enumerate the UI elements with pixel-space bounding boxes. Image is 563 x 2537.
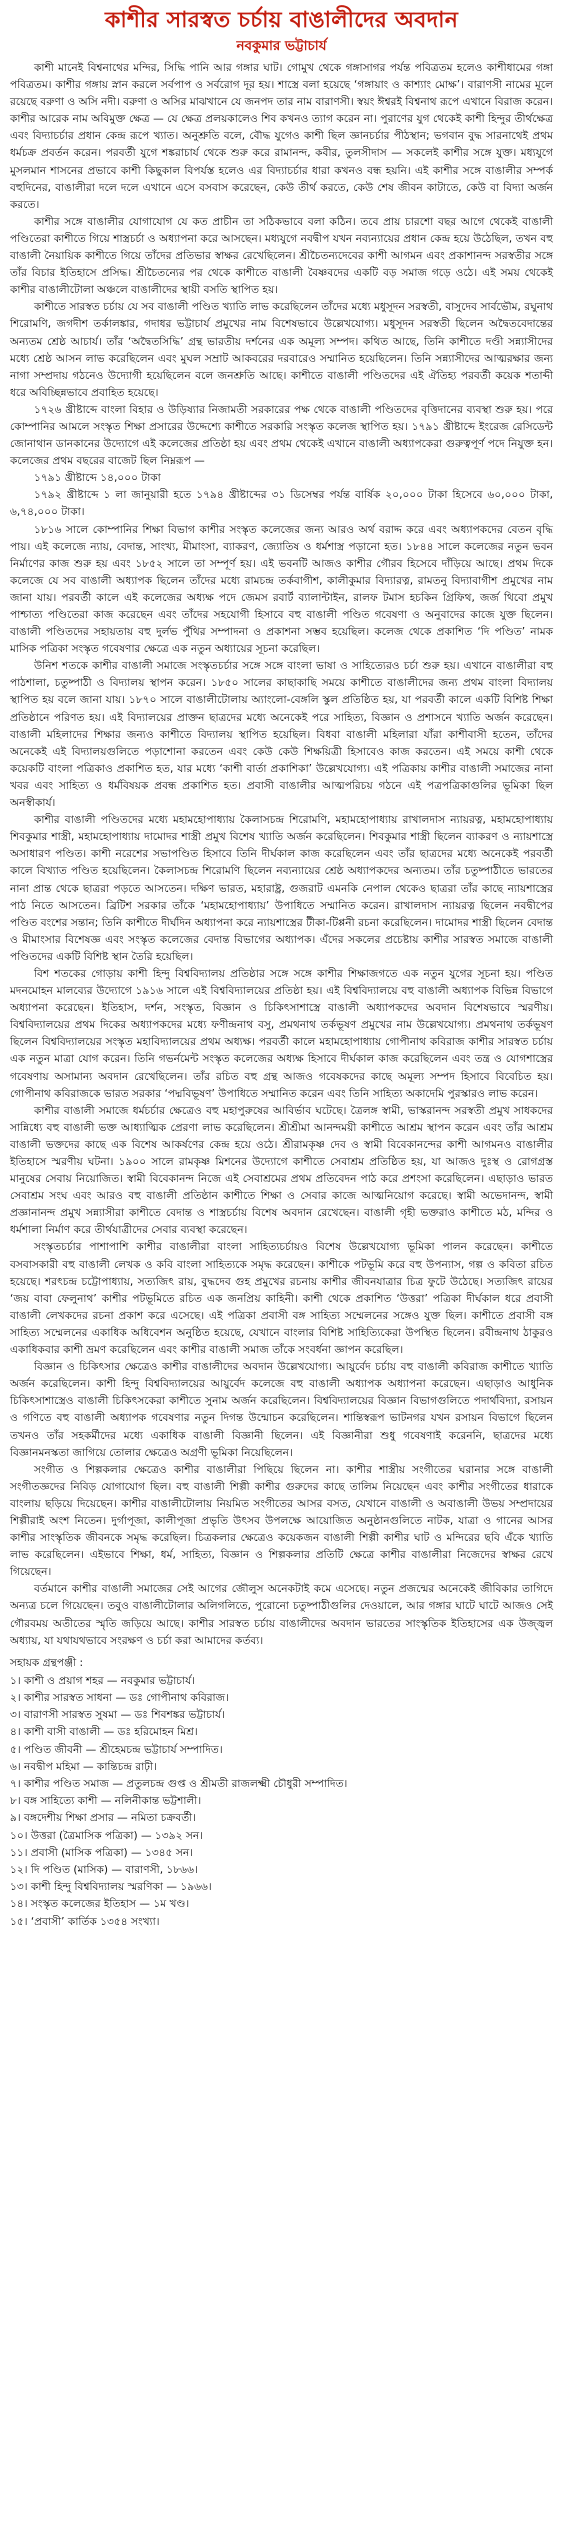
body-paragraph: বিশ শতকের গোড়ায় কাশী হিন্দু বিশ্ববিদ্যালয় প্রতিষ্ঠার সঙ্গে সঙ্গে কাশীর শিক্ষাজগতে এক নতুন যুগের সূচনা হয়। পণ্ডিত মদনমোহন মালব্যের উদ্যোগে ১৯১৬ সালে এই বিশ্ববিদ্যালয়ের প্রতিষ্ঠা হয়। এই বিশ্ববিদ্যালয়ে বহু বাঙালী অধ্যাপক বিভিন্ন বিভাগে অধ্যাপনা করেছেন। ইতিহাস, দর্শন, সংস্কৃত, বিজ্ঞান ও চিকিৎসাশাস্ত্রে বাঙালী অধ্যাপকদের অবদান বিশেষভাবে স্মরণীয়। বিশ্ববিদ্যালয়ের প্রথম দিকের অধ্যাপকদের মধ্যে ফণীন্দ্রনাথ বসু, প্রমথনাথ তর্কভূষণ প্রমুখের নাম উল্লেখযোগ্য। প্রমথনাথ তর্কভূষণ ছিলেন বিশ্ববিদ্যালয়ের সংস্কৃত মহাবিদ্যালয়ের প্রথম অধ্যক্ষ। পরবর্তী কালে মহামহোপাধ্যায় গোপীনাথ কবিরাজ কাশীর সারস্বত চর্চায় এক নতুন মাত্রা যোগ করেন। তিনি গভর্নমেন্ট সংস্কৃত কলেজের অধ্যক্ষ হিসাবে দীর্ঘকাল কাজ করেছিলেন এবং তন্ত্র ও যোগশাস্ত্রের গবেষণায় অসামান্য অবদান রেখেছিলেন। তাঁর রচিত বহু গ্রন্থ আজও গবেষকদের কাছে অমূল্য সম্পদ হিসাবে বিবেচিত হয়। গোপীনাথ কবিরাজকে ভারত সরকার ‘পদ্মবিভূষণ’ উপাধিতে সম্মানিত করেন এবং তিনি সাহিত্য অকাদেমি পুরস্কারও লাভ করেন। [10,967,553,1100]
reference-item: ৯। বঙ্গদেশীয় শিক্ষা প্রসার — নমিতা চক্রবর্তী। [10,1812,196,1825]
article-body [10,60,553,1650]
body-paragraph: কাশীর বাঙালী সমাজে ধর্মচর্চার ক্ষেত্রেও বহু মহাপুরুষের আবির্ভাব ঘটেছে। ত্রৈলঙ্গ স্বামী, ভাস্করানন্দ সরস্বতী প্রমুখ সাধকদের সান্নিধ্যে বহু বাঙালী ভক্ত আধ্যাত্মিক প্রেরণা লাভ করেছিলেন। শ্রীশ্রীমা আনন্দময়ী কাশীতে আশ্রম স্থাপন করেন এবং তাঁর আশ্রম বাঙালী ভক্তদের কাছে এক বিশেষ আকর্ষণের কেন্দ্র হয়ে ওঠে। শ্রীরামকৃষ্ণ দেব ও স্বামী বিবেকানন্দের কাশী আগমনও বাঙালীর ইতিহাসে স্মরণীয় ঘটনা। ১৯০০ সালে রামকৃষ্ণ মিশনের উদ্যোগে কাশীতে সেবাশ্রম প্রতিষ্ঠিত হয়, যা আজও দুঃস্থ ও রোগগ্রস্ত মানুষের সেবায় নিয়োজিত। স্বামী বিবেকানন্দ নিজে এই সেবাশ্রমের প্রথম প্রতিবেদন পাঠ করে প্রশংসা করেছিলেন। এছাড়াও ভারত সেবাশ্রম সংঘ এবং আরও বহু বাঙালী প্রতিষ্ঠান কাশীতে শিক্ষা ও সেবার কাজে আত্মনিয়োগ করেছে। স্বামী অভেদানন্দ, স্বামী প্রজ্ঞানানন্দ প্রমুখ সন্ন্যাসীরা কাশীতে বেদান্ত ও শাস্ত্রচর্চায় বিশেষ অবদান রেখেছেন। বাঙালী গৃহী ভক্তরাও কাশীতে মঠ, মন্দির ও ধর্মশালা নির্মাণ করে তীর্থযাত্রীদের সেবার ব্যবস্থা করেছেন। [10,1104,553,1237]
reference-item: ১৩। কাশী হিন্দু বিশ্ববিদ্যালয় স্মরণিকা — ১৯৬৬। [10,1881,212,1894]
references-list [10,1673,553,1931]
article-title: কাশীর সারস্বত চর্চায় বাঙালীদের অবদান [104,8,459,33]
reference-item: ২। কাশীর সারস্বত সাধনা — ডঃ গোপীনাথ কবিরাজ। [10,1691,229,1704]
reference-item: ৫। পণ্ডিত জীবনী — শ্রীহেমচন্দ্র ভট্টাচার্য সম্পাদিত। [10,1743,223,1756]
body-paragraph: কাশীতে সারস্বত চর্চায় যে সব বাঙালী পণ্ডিত খ্যাতি লাভ করেছিলেন তাঁদের মধ্যে মধুসূদন সরস্বতী, বাসুদেব সার্বভৌম, রঘুনাথ শিরোমণি, জগদীশ তর্কালঙ্কার, গদাধর ভট্টাচার্য প্রমুখের নাম বিশেষভাবে উল্লেখযোগ্য। মধুসূদন সরস্বতী ছিলেন অদ্বৈতবেদান্তের অন্যতম শ্রেষ্ঠ আচার্য। তাঁর ‘অদ্বৈতসিদ্ধি’ গ্রন্থ ভারতীয় দর্শনের এক অমূল্য সম্পদ। কথিত আছে, তিনি কাশীতে দণ্ডী সন্ন্যাসীদের মধ্যে শ্রেষ্ঠ আসন লাভ করেছিলেন এবং মুঘল সম্রাট আকবরের দরবারেও সম্মানিত হয়েছিলেন। তিনি সন্ন্যাসীদের আত্মরক্ষার জন্য নাগা সম্প্রদায় গঠনেও উদ্যোগী হয়েছিলেন বলে জনশ্রুতি আছে। কাশীতে বাঙালী পণ্ডিতদের এই ঐতিহ্য পরবর্তী কয়েক শতাব্দী ধরে অবিচ্ছিন্নভাবে প্রবাহিত হয়েছে। [10,301,553,399]
reference-item: ১১। প্রবাসী (মাসিক পত্রিকা) — ১৩৪৫ সন। [10,1846,194,1859]
reference-item: ৮। বঙ্গ সাহিত্যে কাশী — নলিনীকান্ত ভট্টশালী। [10,1795,202,1808]
reference-item: ৩। বারাণসী সারস্বত সুষমা — ডঃ শিবশঙ্কর ভট্টাচার্য। [10,1709,225,1722]
reference-item: ৪। কাশী বাসী বাঙালী — ডঃ হরিমোহন মিশ্র। [10,1726,198,1739]
body-paragraph: বিজ্ঞান ও চিকিৎসার ক্ষেত্রেও কাশীর বাঙালীদের অবদান উল্লেখযোগ্য। আয়ুর্বেদ চর্চায় বহু বাঙালী কবিরাজ কাশীতে খ্যাতি অর্জন করেছিলেন। কাশী হিন্দু বিশ্ববিদ্যালয়ের আয়ুর্বেদ কলেজে বহু বাঙালী অধ্যাপক অধ্যাপনা করেছেন। এছাড়াও আধুনিক চিকিৎসাশাস্ত্রেও বাঙালী চিকিৎসকেরা কাশীতে সুনাম অর্জন করেছিলেন। বিশ্ববিদ্যালয়ের বিজ্ঞান বিভাগগুলিতে পদার্থবিদ্যা, রসায়ন ও গণিতে বহু বাঙালী অধ্যাপক গবেষণার নতুন দিগন্ত উন্মোচন করেছিলেন। শান্তিস্বরূপ ভাটনগর যখন রসায়ন বিভাগে ছিলেন তখনও তাঁর সহকর্মীদের মধ্যে একাধিক বাঙালী বিজ্ঞানী ছিলেন। এই বিজ্ঞানীরা শুধু গবেষণাই করেননি, ছাত্রদের মধ্যে বিজ্ঞানমনস্কতা জাগিয়ে তোলার ক্ষেত্রেও অগ্রণী ভূমিকা নিয়েছিলেন। [10,1361,554,1459]
body-paragraph: ১৮১৬ সালে কোম্পানির শিক্ষা বিভাগ কাশীর সংস্কৃত কলেজের জন্য আরও অর্থ বরাদ্দ করে এবং অধ্যাপকদের বেতন বৃদ্ধি পায়। এই কলেজে ন্যায়, বেদান্ত, সাংখ্য, মীমাংসা, ব্যাকরণ, জ্যোতিষ ও ধর্মশাস্ত্র পড়ানো হত। ১৮৪৪ সালে কলেজের নতুন ভবন নির্মাণের কাজ শুরু হয় এবং ১৮৫২ সালে তা সম্পূর্ণ হয়। এই ভবনটি আজও কাশীর গৌরব হিসেবে দাঁড়িয়ে আছে। প্রথম দিকে কলেজে যে সব বাঙালী অধ্যাপক ছিলেন তাঁদের মধ্যে রামচন্দ্র তর্কবাগীশ, কালীকুমার বিদ্যারত্ন, রামতনু বিদ্যাবাগীশ প্রমুখের নাম জানা যায়। পরবর্তী কালে এই কলেজের অধ্যক্ষ পদে জেমস রবার্ট ব্যালান্টাইন, রালফ টমাস হচকিন গ্রিফিথ, জর্জ থিবো প্রমুখ পাশ্চাত্য পণ্ডিতেরা কাজ করেছেন এবং তাঁদের সহযোগী হিসাবে বহু বাঙালী পণ্ডিত গবেষণা ও অনুবাদের কাজে যুক্ত ছিলেন। বাঙালী পণ্ডিতদের সহায়তায় বহু দুর্লভ পুঁথির সম্পাদনা ও প্রকাশনা সম্ভব হয়েছিল। কলেজ থেকে প্রকাশিত ‘দি পণ্ডিত’ নামক মাসিক পত্রিকা সংস্কৃত গবেষণার ক্ষেত্রে এক নতুন অধ্যায়ের সূচনা করেছিল। [10,523,553,656]
budget-intro: ১৭২৬ খ্রীষ্টাব্দে বাংলা বিহার ও উড়িষ্যার নিজামতী সরকারের পক্ষ থেকে বাঙালী পণ্ডিতদের বৃত্তিদানের ব্যবস্থা শুরু হয়। পরে কোম্পানির আমলে সংস্কৃত শিক্ষা প্রসারের উদ্দেশ্যে কাশীতে সরকারি সংস্কৃত কলেজ স্থাপিত হয়। ১৭৯১ খ্রীষ্টাব্দে ইংরেজ রেসিডেন্ট জোনাথান ডানকানের উদ্যোগে এই কলেজের প্রতিষ্ঠা হয় এবং প্রথম থেকেই এখানে বাঙালী অধ্যাপকেরা গুরুত্বপূর্ণ পদে নিযুক্ত হন। কলেজের প্রথম বছরের বাজেট ছিল নিম্নরূপ — [10,403,553,468]
body-paragraph: সংস্কৃতচর্চার পাশাপাশি কাশীর বাঙালীরা বাংলা সাহিত্যচর্চায়ও বিশেষ উল্লেখযোগ্য ভূমিকা পালন করেছেন। কাশীতে বসবাসকারী বহু বাঙালী লেখক ও কবি বাংলা সাহিত্যকে সমৃদ্ধ করেছেন। কাশীকে পটভূমি করে বহু উপন্যাস, গল্প ও কবিতা রচিত হয়েছে। শরৎচন্দ্র চট্টোপাধ্যায়, সত্যজিৎ রায়, বুদ্ধদেব গুহ প্রমুখের রচনায় কাশীর জীবনযাত্রার চিত্র ফুটে উঠেছে। সত্যজিৎ রায়ের ‘জয় বাবা ফেলুনাথ’ কাশীর পটভূমিতে রচিত এক জনপ্রিয় কাহিনী। কাশী থেকে প্রকাশিত ‘উত্তরা’ পত্রিকা দীর্ঘকাল ধরে প্রবাসী বাঙালী লেখকদের রচনা প্রকাশ করে এসেছে। এই পত্রিকা প্রবাসী বঙ্গ সাহিত্য সম্মেলনের সঙ্গেও যুক্ত ছিল। কাশীতে প্রবাসী বঙ্গ সাহিত্য সম্মেলনের একাধিক অধিবেশন অনুষ্ঠিত হয়েছে, যেখানে বাংলার বিশিষ্ট সাহিত্যিকেরা উপস্থিত ছিলেন। রবীন্দ্রনাথ ঠাকুরও একাধিকবার কাশী ভ্রমণ করেছিলেন এবং কাশীর বাঙালী সমাজ তাঁকে সংবর্ধনা জ্ঞাপন করেছিল। [10,1241,553,1357]
body-paragraph: কাশীর সঙ্গে বাঙালীর যোগাযোগ যে কত প্রাচীন তা সঠিকভাবে বলা কঠিন। তবে প্রায় চারশো বছর আগে থেকেই বাঙালী পণ্ডিতেরা কাশীতে গিয়ে শাস্ত্রচর্চা ও অধ্যাপনা করে আসছেন। মধ্যযুগে নবদ্বীপ যখন নব্যন্যায়ের প্রধান কেন্দ্র হয়ে উঠেছিল, তখন বহু বাঙালী নৈয়ায়িক কাশীতে গিয়ে তাঁদের প্রতিভার স্বাক্ষর রেখেছিলেন। শ্রীচৈতন্যদেবের কাশী আগমন এবং প্রকাশানন্দ সরস্বতীর সঙ্গে তাঁর বিচার ইতিহাসে প্রসিদ্ধ। শ্রীচৈতন্যের পর থেকে কাশীতে বাঙালী বৈষ্ণবদের একটি বড় সমাজ গড়ে ওঠে। এই সময় থেকেই কাশীর বাঙালীটোলা অঞ্চলে বাঙালীদের স্থায়ী বসতি স্থাপিত হয়। [10,215,553,297]
body-paragraph: কাশী মানেই বিশ্বনাথের মন্দির, সিদ্ধি পানি আর গঙ্গার ঘাট। গোমুখ থেকে গঙ্গাসাগর পর্যন্ত পবিত্রতম হলেও কাশীধামের গঙ্গা পবিত্রতম। কাশীর গঙ্গায় স্নান করলে সর্বপাপ ও সর্বরোগ দূর হয়। শাস্ত্রে বলা হয়েছে ‘গঙ্গায়াং ও কাশ্যাং মোক্ষ’। বারাণসী নামের মূলে রয়েছে বরুণা ও অসি নদী। বরুণা ও অসির মাঝখানে যে জনপদ তার নাম বারাণসী। স্বয়ং ঈশ্বরই বিশ্বনাথ রূপে এখানে বিরাজ করেন। কাশীর আরেক নাম অবিমুক্ত ক্ষেত্র — যে ক্ষেত্র প্রলয়কালেও শিব কখনও ত্যাগ করেন না। পুরাণের যুগ থেকেই কাশী হিন্দুর তীর্থক্ষেত্র এবং বিদ্যাচর্চার প্রধান কেন্দ্র রূপে খ্যাত। অনুশ্রুতি বলে, বৌদ্ধ যুগেও কাশী ছিল জ্ঞানচর্চার পীঠস্থান; ভগবান বুদ্ধ সারনাথেই প্রথম ধর্মচক্র প্রবর্তন করেন। পরবর্তী যুগে শঙ্করাচার্য থেকে শুরু করে রামানন্দ, কবীর, তুলসীদাস — সকলেই কাশীর সঙ্গে যুক্ত। মধ্যযুগে মুসলমান শাসনের প্রভাবে কাশী কিছুকাল বিপর্যস্ত হলেও এর বিদ্যাচর্চার ধারা কখনও বন্ধ হয়নি। এই কাশীর সঙ্গে বাঙালীর সম্পর্ক বহুদিনের, বাঙালীরা দলে দলে এখানে এসে বসবাস করেছেন, কেউ তীর্থ করতে, কেউ শেষ জীবন কাটাতে, কেউ বা বিদ্যা অর্জন করতে। [10,62,553,211]
reference-item: ১। কাশী ও প্রয়াগ শহর — নবকুমার ভট্টাচার্য। [10,1674,195,1687]
budget-line: ১৭৯২ খ্রীষ্টাব্দে ১ লা জানুয়ারী হতে ১৭৯৪ খ্রীষ্টাব্দের ৩১ ডিসেম্বর পর্যন্ত বার্ষিক ২০,০০০ টাকা হিসেবে ৬০,০০০ টাকা, ৬,৭৪,০০০ টাকা। [10,489,553,519]
reference-item: ৬। নবদ্বীপ মহিমা — কান্তিচন্দ্র রাঢ়ী। [10,1760,157,1773]
body-paragraph: কাশীর বাঙালী পণ্ডিতদের মধ্যে মহামহোপাধ্যায় কৈলাসচন্দ্র শিরোমণি, মহামহোপাধ্যায় রাখালদাস ন্যায়রত্ন, মহামহোপাধ্যায় শিবকুমার শাস্ত্রী, মহামহোপাধ্যায় দামোদর শাস্ত্রী প্রমুখ বিশেষ খ্যাতি অর্জন করেছিলেন। শিবকুমার শাস্ত্রী ছিলেন ব্যাকরণ ও ন্যায়শাস্ত্রে অসাধারণ পণ্ডিত। কাশী নরেশের সভাপণ্ডিত হিসাবে তিনি দীর্ঘকাল কাজ করেছিলেন এবং তাঁর ছাত্রদের মধ্যে অনেকেই পরবর্তী কালে বিখ্যাত পণ্ডিত হয়েছিলেন। কৈলাসচন্দ্র শিরোমণি ছিলেন নব্যন্যায়ের শ্রেষ্ঠ অধ্যাপকদের অন্যতম। তাঁর চতুষ্পাঠীতে ভারতের নানা প্রান্ত থেকে ছাত্ররা পড়তে আসতেন। দক্ষিণ ভারত, মহারাষ্ট্র, গুজরাট এমনকি নেপাল থেকেও ছাত্ররা তাঁর কাছে ন্যায়শাস্ত্রের পাঠ নিতে আসতেন। ব্রিটিশ সরকার তাঁকে ‘মহামহোপাধ্যায়’ উপাধিতে সম্মানিত করেন। রাখালদাস ন্যায়রত্ন ছিলেন নবদ্বীপের পণ্ডিত বংশের সন্তান; তিনি কাশীতে দীর্ঘদিন অধ্যাপনা করে ন্যায়শাস্ত্রের টীকা-টিপ্পনী রচনা করেছিলেন। দামোদর শাস্ত্রী ছিলেন বেদান্ত ও মীমাংসার বিশেষজ্ঞ এবং সংস্কৃত কলেজের বেদান্ত বিভাগের অধ্যাপক। এঁদের সকলের প্রচেষ্টায় কাশীর সারস্বত সমাজে বাঙালী পণ্ডিতদের একটি বিশিষ্ট স্থান তৈরি হয়েছিল। [10,814,553,963]
reference-item: ১০। উত্তরা (ত্রৈমাসিক পত্রিকা) — ১৩৯২ সন। [10,1829,203,1842]
body-paragraph: সংগীত ও শিল্পকলার ক্ষেত্রেও কাশীর বাঙালীরা পিছিয়ে ছিলেন না। কাশীর শাস্ত্রীয় সংগীতের ঘরানার সঙ্গে বাঙালী সংগীতজ্ঞদের নিবিড় যোগাযোগ ছিল। বহু বাঙালী শিল্পী কাশীর গুরুদের কাছে তালিম নিয়েছেন এবং কাশীর সংগীতের ধারাকে বাংলায় ছড়িয়ে দিয়েছেন। কাশীর বাঙালীটোলায় নিয়মিত সংগীতের আসর বসত, যেখানে বাঙালী ও অবাঙালী উভয় সম্প্রদায়ের শিল্পীরাই অংশ নিতেন। দুর্গাপূজা, কালীপূজা প্রভৃতি উৎসব উপলক্ষে আয়োজিত অনুষ্ঠানগুলিতে নাটক, যাত্রা ও গানের আসর কাশীর সাংস্কৃতিক জীবনকে সমৃদ্ধ করেছিল। চিত্রকলার ক্ষেত্রেও কয়েকজন বাঙালী শিল্পী কাশীর ঘাট ও মন্দিরের ছবি এঁকে খ্যাতি লাভ করেছিলেন। এইভাবে শিক্ষা, ধর্ম, সাহিত্য, বিজ্ঞান ও শিল্পকলার প্রতিটি ক্ষেত্রে কাশীর বাঙালীরা নিজেদের স্বাক্ষর রেখে গিয়েছেন। [10,1463,553,1579]
reference-item: ১৫। ‘প্রবাসী’ কার্তিক ১৩৫৪ সংখ্যা। [10,1915,160,1928]
reference-item: ১৪। সংস্কৃত কলেজের ইতিহাস — ১ম খণ্ড। [10,1898,190,1911]
reference-item: ৭। কাশীর পণ্ডিত সমাজ — প্রতুলচন্দ্র গুপ্ত ও শ্রীমতী রাজলক্ষ্মী চৌধুরী সম্পাদিত। [10,1777,348,1790]
body-paragraph: বর্তমানে কাশীর বাঙালী সমাজের সেই আগের জৌলুস অনেকটাই কমে এসেছে। নতুন প্রজন্মের অনেকেই জীবিকার তাগিদে অন্যত্র চলে গিয়েছেন। তবুও বাঙালীটোলার অলিগলিতে, পুরোনো চতুষ্পাঠীগুলির দেওয়ালে, আর গঙ্গার ঘাটে ঘাটে আজও সেই গৌরবময় অতীতের স্মৃতি জড়িয়ে আছে। কাশীর সারস্বত চর্চায় বাঙালীদের অবদান ভারতের সাংস্কৃতিক ইতিহাসের এক উজ্জ্বল অধ্যায়, যা যথাযথভাবে সংরক্ষণ ও চর্চা করা আমাদের কর্তব্য। [10,1583,553,1647]
reference-item: ১২। দি পণ্ডিত (মাসিক) — বারাণসী, ১৮৬৬। [10,1863,198,1876]
budget-block [10,402,553,522]
references-heading: সহায়ক গ্রন্থপঞ্জী : [10,1656,84,1669]
body-paragraph: উনিশ শতকে কাশীর বাঙালী সমাজে সংস্কৃতচর্চার সঙ্গে সঙ্গে বাংলা ভাষা ও সাহিত্যেরও চর্চা শুরু হয়। এখানে বাঙালীরা বহু পাঠশালা, চতুষ্পাঠী ও বিদ্যালয় স্থাপন করেন। ১৮৫০ সালের কাছাকাছি সময়ে কাশীতে বাঙালীদের জন্য প্রথম বাংলা বিদ্যালয় স্থাপিত হয় বলে জানা যায়। ১৮৭০ সালে বাঙালীটোলায় অ্যাংলো-বেঙ্গলি স্কুল প্রতিষ্ঠিত হয়, যা পরবর্তী কালে একটি বিশিষ্ট শিক্ষা প্রতিষ্ঠানে পরিণত হয়। এই বিদ্যালয়ের প্রাক্তন ছাত্রদের মধ্যে অনেকেই পরে সাহিত্য, বিজ্ঞান ও প্রশাসনে খ্যাতি অর্জন করেছেন। বাঙালী মহিলাদের শিক্ষার জন্যও কাশীতে বিদ্যালয় স্থাপিত হয়েছিল। বিধবা বাঙালী মহিলারা যাঁরা কাশীবাসী হতেন, তাঁদের অনেকেই এই বিদ্যালয়গুলিতে পড়াশোনা করতেন এবং কেউ কেউ শিক্ষয়িত্রী হিসাবেও কাজ করতেন। এই সময়ে কাশী থেকে কয়েকটি বাংলা পত্রিকাও প্রকাশিত হত, যার মধ্যে ‘কাশী বার্তা প্রকাশিকা’ উল্লেখযোগ্য। এই পত্রিকায় কাশীর বাঙালী সমাজের নানা খবর এবং সাহিত্য ও ধর্মবিষয়ক প্রবন্ধ প্রকাশিত হত। প্রবাসী বাঙালীর আত্মপরিচয় গঠনে এই পত্রপত্রিকাগুলির ভূমিকা ছিল অনস্বীকার্য। [10,660,553,810]
article-author: নবকুমার ভট্টাচার্য [236,38,327,54]
budget-line: ১৭৯১ খ্রীষ্টাব্দে ১৪,০০০ টাকা [34,472,161,485]
